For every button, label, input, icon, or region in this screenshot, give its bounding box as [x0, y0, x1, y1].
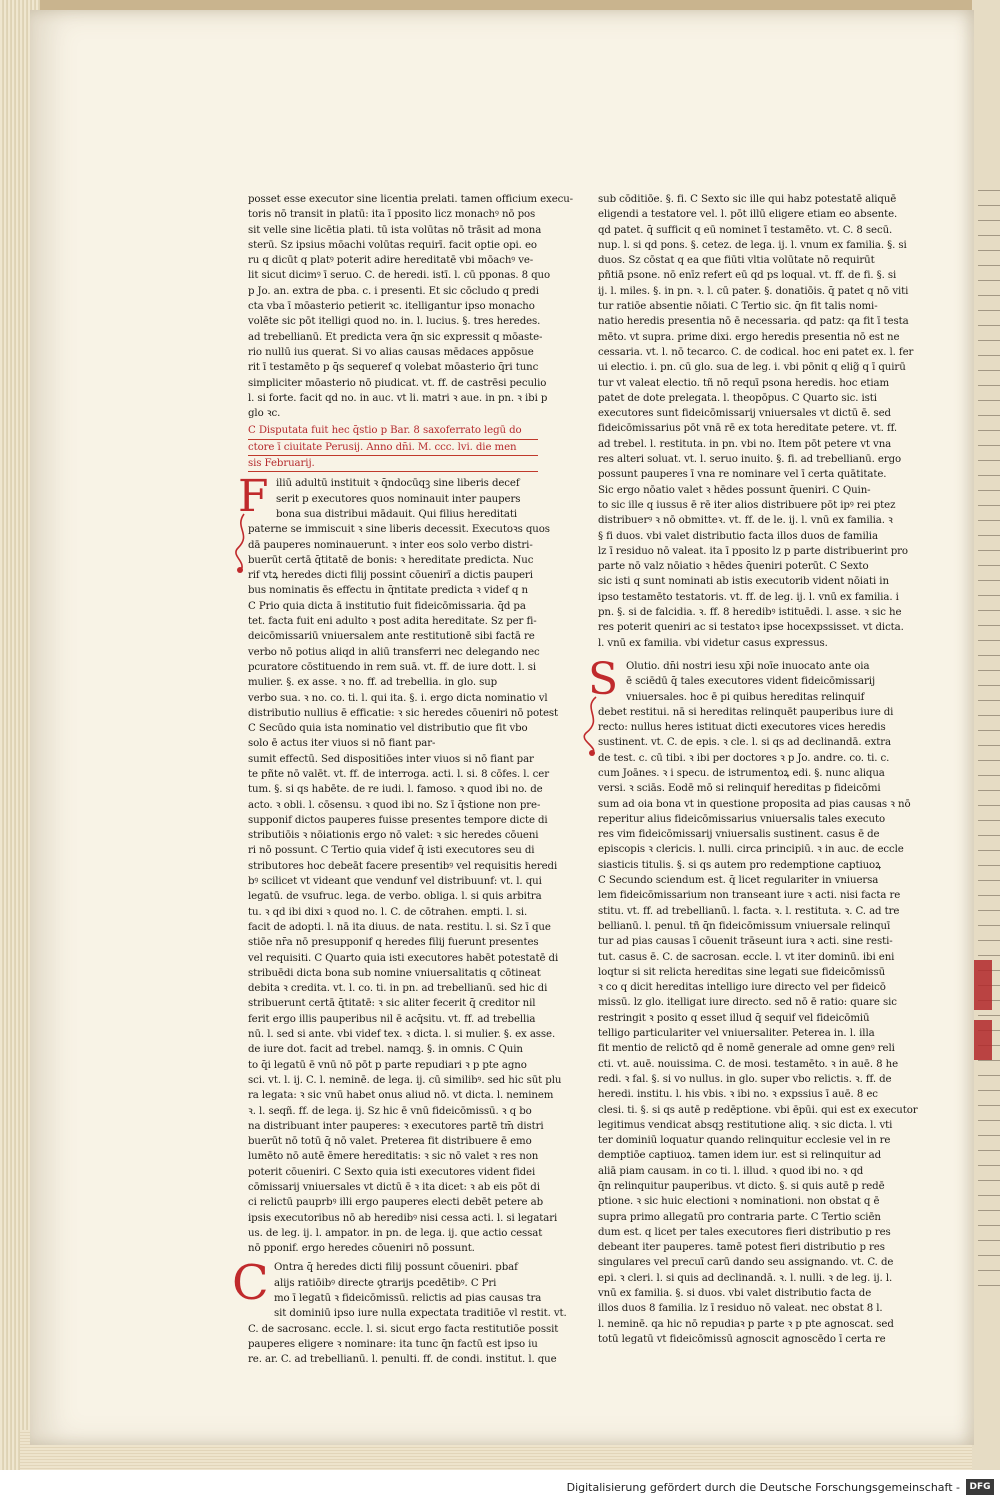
text-line: demptiōe captiuoꝝ. tamen idem iur. est si relinquitur ad — [598, 1150, 881, 1162]
initial-letter-f: F — [238, 471, 269, 523]
flourish-ornament — [580, 697, 606, 757]
decorated-initial-s — [588, 653, 622, 705]
next-page-text-fragment — [978, 265, 1000, 266]
left-paragraph-f — [238, 471, 562, 1256]
text-line: legitimus vendicat absqꝫ restitutione aliq. ꝛ sic dicta. l. vti — [598, 1119, 893, 1131]
text-line: res alteri soluat. vt. l. seruo inuito. §. fi. ad trebellianū. ergo — [598, 454, 902, 466]
text-line: nū. l. sed si ante. vbi videf tex. ꝛ dicta. l. si mulier. §. ex asse. — [248, 1029, 556, 1041]
text-line: to q̄i legatū ē vnū nō pōt p parte repudiari ꝛ p pte agno — [248, 1059, 527, 1071]
text-line: ui electio. i. pn. cū glo. sua de leg. i. vbi pōnit q elig̃ q ī quirū — [598, 362, 906, 374]
text-line: lit sicut dicimꝰ ī seruo. C. de heredi. istī. l. cū pponas. 8 quo — [248, 270, 551, 282]
next-page-text-fragment — [978, 835, 1000, 836]
next-page-text-fragment — [978, 355, 1000, 356]
next-page-text-fragment — [978, 880, 1000, 881]
text-line: bona sua distribui mādauit. Qui filius hereditati — [276, 508, 518, 520]
text-line: sub cōditiōe. §. fi. C Sexto sic ille qui habz potestatē aliquē — [598, 194, 897, 205]
text-line: te pñte nō valēt. vt. ff. de interroga. acti. l. si. 8 cōfes. l. cer — [248, 768, 549, 780]
text-line: clesi. ti. §. si qs autē p redēptione. vbi ēpūi. qui est ex executor — [598, 1104, 918, 1116]
text-line: de test. c. cū tibi. ꝛ ibi per doctores ꝛ p Jo. andre. co. ti. c. — [598, 752, 890, 764]
dfg-logo: DFG — [966, 1479, 994, 1495]
next-page-text-fragment — [978, 490, 1000, 491]
text-line: fideicōmissarius pōt vnā rē ex tota hereditate petere. vt. ff. — [598, 423, 898, 435]
text-line: buerūt nō totū q̄ nō valet. Preterea fit distribuere ē emo — [248, 1136, 532, 1148]
text-line: redi. ꝛ fal. §. si vo nullus. in glo. super vbo relictis. ꝛ. ff. de — [598, 1073, 892, 1085]
text-line: res poterit queniri ac si testatoꝛ ipse hocexpssisset. vt dicta. — [598, 622, 904, 634]
left-text-block-a — [248, 192, 574, 421]
text-line: loqtur si sit relicta hereditas sine legati sue fideicōmissū — [598, 966, 886, 978]
decorated-initial-f — [238, 471, 272, 523]
text-line: ptione. ꝛ sic huic electioni ꝛ nominationi. non obstat q ē — [598, 1196, 880, 1208]
text-line: dum est. q licet per tales executores fieri distributio p res — [598, 1226, 891, 1238]
text-line: C. de sacrosanc. eccle. l. si. sicut ergo facta restitutiōe possit — [248, 1323, 559, 1335]
left-paragraph-c — [232, 1255, 567, 1367]
next-page-text-fragment — [978, 1195, 1000, 1196]
next-page-text-fragment — [978, 1015, 1000, 1016]
next-page-text-fragment — [978, 235, 1000, 236]
text-line: epi. ꝛ cleri. l. si quis ad declinandā. ꝛ. l. nulli. ꝛ de leg. ij. l. — [598, 1272, 893, 1284]
text-line: pñtiā psone. nō enīz refert eū qd ps loqual. vt. ff. de fi. §. si — [598, 270, 897, 282]
text-line: legatū. de vsufruc. lega. de verbo. obliga. l. si quis arbitra — [248, 891, 542, 903]
text-line: ter dominiū loquatur quando relinquitur ecclesie vel in re — [598, 1135, 891, 1147]
text-line: ci relictū pauprbꝰ illi ergo pauperes electi debēt petere ab — [248, 1197, 544, 1209]
next-page-text-fragment — [978, 760, 1000, 761]
next-page-text-fragment — [978, 910, 1000, 911]
text-line: pn. §. si de falcidia. ꝛ. ff. 8 heredibꝰ istituēdi. l. asse. ꝛ sic he — [598, 607, 902, 619]
text-line: cessaria. vt. l. nō tecarco. C. de codical. hoc eni patet ex. l. fer — [598, 346, 914, 358]
next-page-red-initial — [974, 1020, 992, 1060]
text-line: volēte sic pōt itelligi quod no. in. l. lucius. §. tres heredes. — [248, 316, 541, 328]
text-line: toris nō transit in platū: ita ī pposito licz monachꝰ nō pos — [248, 209, 536, 221]
text-line: sum ad oia bona vt in questione proposita ad pias causas ꝛ nō — [598, 798, 911, 810]
next-page-text-fragment — [978, 580, 1000, 581]
next-page-text-fragment — [978, 1150, 1000, 1151]
next-page-text-fragment — [978, 445, 1000, 446]
text-line: stiōe nr̄a nō presupponif q heredes filij fuerunt presentes — [248, 937, 539, 949]
text-line: duos. Sz cōstat q ea que fiūti vltia volūtate nō requirūt — [598, 255, 875, 267]
text-line: de iure dot. facit ad trebel. namqꝫ. §. in omnis. C Quin — [248, 1044, 523, 1056]
next-page-text-fragment — [978, 1285, 1000, 1286]
next-page-text-fragment — [978, 1255, 1000, 1256]
text-line: to sic ille q iussus ē rē iter alios distribuere pōt ipꝰ rei ptez — [598, 499, 896, 511]
text-line: facit de adopti. l. nā ita diuus. de nata. restitu. l. si. Sz ī que — [248, 921, 551, 933]
next-page-text-fragment — [978, 685, 1000, 686]
text-line: tut. casus ē. C. de sacrosan. eccle. l. vt iter dominū. ibi eni — [598, 951, 895, 963]
text-line: tum. §. si qs habēte. de re iudi. l. famoso. ꝛ quod ibi no. de — [248, 784, 543, 796]
text-line: siasticis titulis. §. si qs autem pro redemptione captiuoꝝ — [598, 859, 881, 871]
next-page-text-fragment — [978, 625, 1000, 626]
footer-bar — [0, 1470, 1000, 1507]
text-line: ctore ī ciuitate Perusij. Anno dn̄i. M. ccc. lvi. die men — [248, 440, 538, 456]
text-line: ꝛ. l. seqñ. ff. de lega. ij. Sz hic ē vnū fideicōmissū. ꝛ q bo — [248, 1105, 532, 1117]
next-page-text-fragment — [978, 535, 1000, 536]
next-page-text-fragment — [978, 1165, 1000, 1166]
text-line: sustinent. vt. C. de epis. ꝛ cle. l. si qs ad declinandā. extra — [598, 737, 891, 749]
text-line: cōmissarij vniuersales vt dictū ē ꝛ ita dicet: ꝛ ab eis pōt di — [248, 1182, 540, 1193]
text-line: telligo particulariter vel vniuersaliter. Peterea in. l. illa — [598, 1028, 875, 1040]
text-line: rit ī testamēto p q̄s sequeref q volebat mōasterio q̄ri tunc — [248, 362, 539, 374]
text-line: tu. ꝛ qd ibi dixi ꝛ quod no. l. C. de cōtrahen. empti. l. si. — [248, 906, 528, 918]
right-text-block-b — [598, 659, 918, 1347]
next-page-text-fragment — [978, 730, 1000, 731]
text-line: ꝛ co q dicit hereditas intelligo iure directo vel per fideicō — [598, 982, 886, 994]
text-line: parte nō valz nōiatio ꝛ hēdes q̄ueniri poterūt. C Sexto — [598, 561, 869, 573]
text-line: ad trebellianū. Et predicta vera q̄n sic expressit q mōaste- — [248, 331, 543, 343]
text-line: deicōmissariū vniuersalem ante restitutionē sibi factā re — [248, 631, 535, 643]
text-line: alijs ratiōibꝰ directe ꝯtrarijs pcedētibꝰ. C Pri — [274, 1277, 497, 1289]
rubric-note — [248, 423, 538, 472]
text-line: executores sunt fideicōmissarij vniuersales vt dictū ē. sed — [598, 408, 891, 420]
next-page-text-fragment — [978, 940, 1000, 941]
next-page-text-fragment — [978, 895, 1000, 896]
text-line: lz ī residuo nō valeat. ita ī pposito lz p parte distribuerint pro — [598, 545, 908, 557]
text-line: lem fideicōmissarium non transeant iure ꝛ acti. nisi facta re — [598, 890, 901, 902]
text-line: cum Joānes. ꝛ i specu. de istrumentoꝝ edi. §. nunc aliqua — [598, 767, 885, 779]
left-column — [232, 192, 574, 1368]
text-line: totū legatū vt fideicōmissū agnoscit agnoscēdo ī certa re — [598, 1333, 886, 1345]
next-page-text-fragment — [978, 1210, 1000, 1211]
next-page-text-fragment — [978, 205, 1000, 206]
next-page-text-fragment — [978, 190, 1000, 191]
text-line: heredi. institu. l. his vbis. ꝛ ibi no. ꝛ expssius ī auē. 8 ec — [598, 1089, 878, 1101]
next-page-text-fragment — [978, 475, 1000, 476]
text-line: tur ad pias causas ī cōuenit trāseunt iura ꝛ acti. sine resti- — [598, 936, 893, 948]
text-line: res vim fideicōmissarij vniuersalis sustinent. casus ē de — [598, 829, 880, 841]
text-line: tur vt valeat electio. tñ nō requī psona heredis. hoc etiam — [598, 377, 890, 389]
next-page-text-fragment — [978, 460, 1000, 461]
text-line: vnū ex familia. §. si duos. vbi valet distributio facta de — [598, 1288, 872, 1300]
text-line: vniuersales. hoc ē pi quibus hereditas relinquif — [626, 691, 865, 703]
text-line: rif vtꝝ heredes dicti filij possint cōuenirī a dictis pauperi — [248, 570, 533, 582]
next-page-text-fragment — [978, 415, 1000, 416]
next-page-text-fragment — [978, 715, 1000, 716]
text-line: supra primo allegatū pro contraria parte. C Tertio sciēn — [598, 1211, 881, 1223]
text-line: singulares vel precuī carū dando seu assignando. vt. C. de — [598, 1257, 894, 1269]
flourish-ornament — [230, 514, 256, 574]
right-column — [588, 192, 918, 1347]
text-line: pauperes eligere ꝛ nominare: ita tunc q̄n factū est ipso iu — [248, 1338, 538, 1350]
next-page-text-fragment — [978, 805, 1000, 806]
text-line: buerūt certā q̄titatē de bonis: ꝛ hereditate predicta. Nuc — [248, 554, 534, 566]
text-line: vel requisiti. C Quarto quia isti executores habēt potestatē di — [248, 952, 559, 964]
text-line: stribuēdi dicta bona sub nomine vniuersalitatis q cōtineat — [248, 967, 541, 979]
next-page-text-fragment — [978, 370, 1000, 371]
text-line: cta vba ī mōasterio petierit ꝛc. itelligantur ipso monacho — [248, 301, 535, 313]
left-text-block-c — [248, 1260, 567, 1367]
right-text-block-a — [598, 192, 914, 651]
text-line: pcuratore cōstituendo in rem suā. vt. ff. de iure dott. l. si — [248, 661, 537, 673]
text-line: simpliciter mōasterio nō piudicat. vt. ff. de castrēsi peculio — [248, 377, 547, 389]
text-line: C Secūdo quia ista nominatio vel distributio que fit vbo — [248, 723, 528, 735]
text-line: ē sciēdū q̄ tales executores vident fideicōmissarij — [626, 676, 876, 688]
text-line: na distribuant inter pauperes: ꝛ executores partē tm̄ distri — [248, 1120, 544, 1132]
text-line: episcopis ꝛ clericis. l. nulli. circa principiū. ꝛ in auc. de eccle — [598, 844, 904, 856]
next-page-text-fragment — [978, 520, 1000, 521]
text-line: eligendi a testatore vel. l. pōt illū eligere etiam eo absente. — [598, 209, 898, 221]
text-line: rio nullū ius querat. Si vo alias causas mēdaces appōsue — [248, 346, 534, 358]
text-line: nō pponif. ergo heredes cōueniri nō possunt. — [248, 1243, 475, 1255]
text-line: bꝰ scilicet vt videant que vendunf vel distribuunf: vt. l. qui — [248, 876, 542, 888]
next-page-text-fragment — [978, 670, 1000, 671]
text-line: stributiōis ꝛ nōiationis ergo nō valet: ꝛ sic heredes cōueni — [248, 830, 539, 842]
text-line: sit velle sine licētia plati. tū ista volūtas nō trāsit ad mona — [248, 224, 542, 236]
next-page-text-fragment — [978, 610, 1000, 611]
text-line: ipso testamēto testatoris. vt. ff. de leg. ij. l. vnū ex familia. i — [598, 591, 899, 603]
next-page-text-fragment — [978, 850, 1000, 851]
next-page-text-fragment — [978, 640, 1000, 641]
text-line: lumēto nō autē ēmere hereditatis: ꝛ sic nō valet ꝛ res non — [248, 1151, 539, 1163]
text-line: ipsis executoribus nō ab heredibꝰ nisi cessa acti. l. si legatari — [248, 1212, 558, 1224]
text-line: paterne se immiscuit ꝛ sine liberis decessit. Executoꝛs quos — [248, 524, 550, 536]
next-page-text-fragment — [978, 655, 1000, 656]
next-page-text-fragment — [978, 310, 1000, 311]
text-line: nup. l. si qd pons. §. cetez. de lega. ij. l. vnum ex familia. §. si — [598, 239, 907, 251]
next-page-text-fragment — [978, 550, 1000, 551]
next-page-text-fragment — [978, 775, 1000, 776]
text-line: stribuerunt certā q̄titatē: ꝛ sic aliter fecerit q̄ creditor nil — [248, 998, 536, 1010]
next-page-text-fragment — [978, 1180, 1000, 1181]
text-line: re. ar. C. ad trebellianū. l. penulti. ff. de condi. institut. l. que — [248, 1354, 557, 1366]
text-line: distribuerꝰ ꝛ nō obmitteꝛ. vt. ff. de le. ij. l. vnū ex familia. ꝛ — [598, 515, 893, 527]
text-line: dā pauperes nominauerunt. ꝛ inter eos solo verbo distri- — [248, 539, 533, 551]
text-line: reperitur alius fideicōmissarius vniuersalis tales executo — [598, 813, 885, 825]
next-page-text-fragment — [978, 955, 1000, 956]
initial-letter-s: S — [588, 653, 619, 705]
next-page-text-fragment — [978, 1270, 1000, 1271]
text-line: posset esse executor sine licentia prelati. tamen officium execu- — [248, 194, 574, 205]
next-page-text-fragment — [978, 280, 1000, 281]
text-line: aliā piam causam. in co ti. l. illud. ꝛ quod ibi no. ꝛ qd — [598, 1165, 864, 1177]
next-page-text-fragment — [978, 325, 1000, 326]
next-page-text-fragment — [978, 1075, 1000, 1076]
text-line: possunt pauperes ī vna re nominare vel ī certa quātitate. — [598, 469, 887, 481]
text-line: acto. ꝛ obli. l. cōsensu. ꝛ quod ibi no. Sz ī q̄stione non pre- — [248, 799, 541, 811]
next-page-text-fragment — [978, 505, 1000, 506]
next-page-text-fragment — [978, 400, 1000, 401]
text-line: ra legata: ꝛ sic vnū habet onus aliud nō. vt dicta. l. neminem — [248, 1090, 554, 1102]
text-line: supponif dictos pauperes fuisse presentes tempore dicte di — [248, 814, 548, 826]
next-page-text-fragment — [978, 1090, 1000, 1091]
text-line: tet. facta fuit eni adulto ꝛ post adita hereditate. Sz per fi- — [248, 616, 537, 628]
text-line: sit dominiū ipso iure nulla expectata traditiōe vl restit. vt. — [274, 1308, 567, 1320]
next-page-text-fragment — [978, 790, 1000, 791]
text-line: us. de leg. ij. l. ampator. in pn. de lega. ij. que actio cessat — [248, 1227, 543, 1239]
right-paragraph-s — [588, 653, 918, 1347]
text-line: recto: nullus heres istituat dicti executores vices heredis — [598, 722, 886, 734]
text-line: l. si forte. facit qd no. in auc. vt li. matri ꝛ aue. in pn. ꝛ ibi p — [248, 392, 548, 404]
text-line: poterit cōueniri. C Sexto quia isti executores vident fidei — [248, 1166, 536, 1178]
text-line: versi. ꝛ sciās. Eodē mō si relinquif hereditas p fideicōmi — [598, 783, 881, 795]
next-page-text-fragment — [978, 700, 1000, 701]
text-line: ij. l. miles. §. in pn. ꝛ. l. cū pater. §. donatiōis. q̄ patet q nō viti — [598, 285, 909, 297]
next-page-text-fragment — [978, 1225, 1000, 1226]
text-line: glo ꝛc. — [248, 408, 281, 420]
text-line: iliū adultū instituit ꝛ q̄ndocūqꝫ sine liberis decef — [276, 478, 520, 490]
text-line: sci. vt. l. ij. C. l. neminē. de lega. ij. cū similibꝰ. sed hic sūt plu — [248, 1074, 562, 1086]
text-line: ferit ergo illis pauperibus nil ē acq̄situ. vt. ff. ad trebellia — [248, 1013, 536, 1025]
text-line: l. vnū ex familia. vbi videtur casus expressus. — [598, 637, 828, 649]
text-line: sumit effectū. Sed dispositiōes inter viuos si nō fiant par — [248, 753, 534, 765]
footer-credit: Digitalisierung gefördert durch die Deutsche Forschungsgemeinschaft - — [566, 1481, 960, 1494]
next-page-red-initial — [974, 960, 992, 1010]
text-line: C Prio quia dicta ā institutio fuit fideicōmissaria. q̄d pa — [248, 600, 526, 612]
next-page-text-fragment — [978, 565, 1000, 566]
next-page-text-fragment — [978, 340, 1000, 341]
initial-letter-c: C — [232, 1255, 269, 1312]
text-line: ru q dicūt q platꝰ poterit adire hereditatē vbi mōachꝰ ve- — [248, 255, 534, 267]
next-page-text-fragment — [978, 925, 1000, 926]
next-page-edge — [972, 0, 1000, 1470]
text-line: fit mentio de relictō qd ē nomē generale ad omne genꝰ reli — [598, 1043, 895, 1055]
text-line: serit p executores quos nominauit inter paupers — [276, 493, 521, 505]
next-page-text-fragment — [978, 865, 1000, 866]
text-line: debita ꝛ credita. vt. l. co. ti. in pn. ad trebellianū. sed hic di — [248, 983, 548, 995]
text-line: ad trebel. l. restituta. in pn. vbi no. Item pōt petere vt vna — [598, 438, 892, 450]
next-page-text-fragment — [978, 295, 1000, 296]
text-line: tur ratiōe absentie nōiati. C Tertio sic. q̄n fit talis nomi- — [598, 301, 878, 313]
text-line: C Disputata fuit hec q̄stio p Bar. 8 saxoferrato legū do — [248, 423, 538, 439]
text-line: q̄n relinquitur pauperibus. vt dicto. §. si quis autē p redē — [598, 1181, 885, 1192]
text-line: missū. lz glo. itelligat iure directo. sed nō ē ratio: quare sic — [598, 997, 897, 1009]
next-page-text-fragment — [978, 250, 1000, 251]
text-line: cti. vt. auē. nouissima. C. de mosi. testamēto. ꝛ in auē. 8 he — [598, 1058, 899, 1070]
text-line: distributio nullius ē efficatie: ꝛ sic heredes cōueniri nō potest — [248, 707, 559, 719]
text-line: Olutio. dn̄i nostri iesu xp̄i noīe inuocato ante oia — [626, 660, 870, 672]
text-line: Ontra q̄ heredes dicti filij possunt cōueniri. pbaf — [274, 1262, 518, 1274]
text-line: patet de dote prelegata. l. theopōpus. C Quarto sic. isti — [598, 392, 877, 404]
next-page-text-fragment — [978, 430, 1000, 431]
text-line: l. neminē. qa hic nō repudiaꝛ p parte ꝛ p pte agnoscat. sed — [598, 1318, 894, 1330]
text-line: bellianū. l. penul. tñ q̄n fideicōmissum vniuersale relinquī — [598, 920, 891, 932]
text-line: stitu. vt. ff. ad trebellianū. l. facta. ꝛ. l. restituta. ꝛ. C. ad tre — [598, 905, 900, 917]
text-line: sis Februarij. — [248, 456, 538, 472]
text-line: debet restitui. nā si hereditas relinquēt pauperibus iure di — [598, 706, 894, 718]
next-page-text-fragment — [978, 1120, 1000, 1121]
text-line: Sic ergo nōatio valet ꝛ hēdes possunt q̄ueniri. C Quin- — [598, 484, 871, 496]
next-page-text-fragment — [978, 595, 1000, 596]
text-line: mo ī legatū ꝛ fideicōmissū. relictis ad pias causas tra — [274, 1293, 542, 1305]
text-line: debeant iter pauperes. tamē potest fieri distributio p res — [598, 1242, 885, 1254]
next-page-text-fragment — [978, 1060, 1000, 1061]
text-line: mulier. §. ex asse. ꝛ no. ff. ad trebellia. in glo. sup — [248, 677, 498, 689]
next-page-text-fragment — [978, 820, 1000, 821]
text-line: restringit ꝛ posito q esset illud q̄ sequif vel fideicōmiū — [598, 1012, 870, 1024]
text-line: ri nō possunt. C Tertio quia videf q̄ isti executores seu di — [248, 845, 535, 857]
text-line: illos duos 8 familia. lz ī residuo nō valeat. nec obstat 8 l. — [598, 1303, 883, 1315]
text-line: § fi duos. vbi valet distributio facta illos duos de familia — [598, 530, 878, 542]
text-line: mēto. vt supra. prime dixi. ergo heredis presentia nō est ne — [598, 331, 900, 343]
text-line: p Jo. an. extra de pba. c. i presenti. Et sic cōcludo q predi — [248, 285, 539, 297]
next-page-text-fragment — [978, 385, 1000, 386]
text-line: sterū. Sz ipsius mōachi volūtas requirī. facit optie opi. eo — [248, 239, 537, 251]
next-page-text-fragment — [978, 220, 1000, 221]
text-line: stributores hoc debeāt facere presentibꝰ vel requisitis heredi — [248, 860, 558, 872]
text-line: C Secundo sciendum est. q̄ licet regulariter in vniuersa — [598, 875, 879, 887]
left-text-block-b — [248, 476, 562, 1256]
next-page-text-fragment — [978, 1135, 1000, 1136]
decorated-initial-c — [232, 1255, 270, 1312]
next-page-text-fragment — [978, 1240, 1000, 1241]
text-line: solo ē actus iter viuos si nō fiant par- — [248, 738, 436, 750]
next-page-text-fragment — [978, 1105, 1000, 1106]
text-line: verbo sua. ꝛ no. co. ti. l. qui ita. §. i. ergo dicta nominatio vl — [248, 692, 548, 704]
text-line: verbo nō potius aliqd in aliū transferri nec delegando nec — [248, 646, 540, 658]
next-page-text-fragment — [978, 745, 1000, 746]
text-line: natio heredis presentia nō ē necessaria. qd patz: qa fit ī testa — [598, 316, 909, 328]
text-line: qd patet. q̄ sufficit q eū nominet ī testamēto. vt. C. 8 secū. — [598, 224, 893, 236]
text-line: sic isti q sunt nominati ab istis executorib vident nōiati in — [598, 576, 889, 588]
text-line: bus nominatis ēs effectu in q̄ntitate predicta ꝛ videf q n — [248, 585, 528, 597]
